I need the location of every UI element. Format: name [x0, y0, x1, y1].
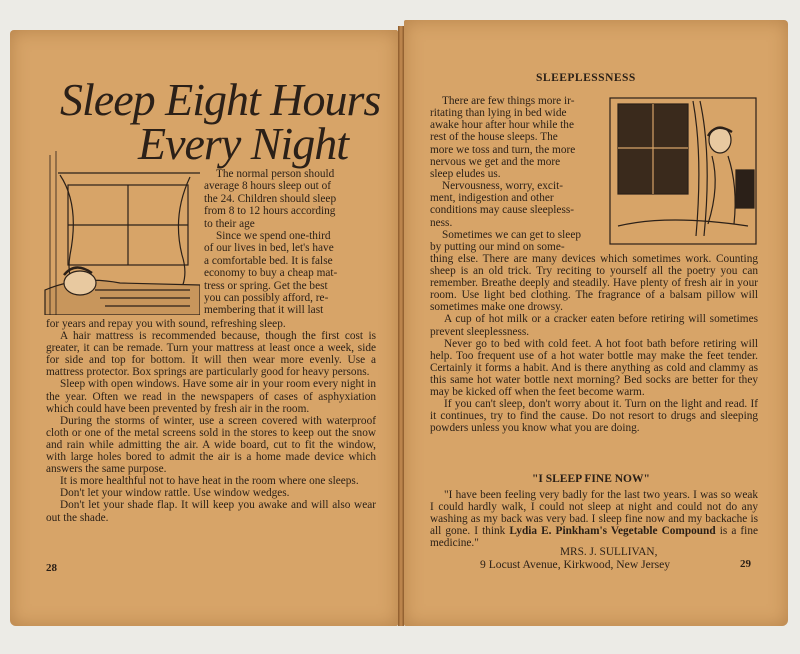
paragraph: Sleep with open windows. Have some air in your room every night in the year. Often we read in the newspapers of cases of asphyxiation which could have been prevented by fresh air in the room. — [46, 378, 376, 415]
text-line: Nervousness, worry, excit- — [442, 180, 563, 193]
paragraph: Don't let your shade flap. It will keep you awake and will also wear out the shade. — [46, 499, 376, 524]
right-wrap-block — [430, 95, 602, 253]
text-line: Since we spend one-third — [216, 230, 331, 243]
text-line: a comfortable bed. It is false — [204, 254, 333, 267]
text-line: average 8 hours sleep out of — [204, 180, 332, 193]
testimonial-title: "I SLEEP FINE NOW" — [532, 473, 650, 485]
testimonial-text-b: is a fine medicine." — [430, 525, 758, 550]
text-line: ment, indigestion and other — [430, 192, 554, 205]
text-line: from 8 to 12 hours according — [204, 205, 336, 218]
paragraph: If you can't sleep, don't worry about it. Turn on the light and read. If it continues, try to find the cause. Do not resort to drugs and sleeping powders unless you know what you are doing. — [430, 398, 758, 435]
text-line: Sometimes we can get to sleep — [442, 228, 581, 241]
product-name: Lydia E. Pinkham's Vegetable Compound — [509, 525, 716, 538]
signature-address: 9 Locust Avenue, Kirkwood, New Jersey — [480, 558, 671, 571]
left-body-text — [46, 318, 376, 524]
page-number-left: 28 — [46, 562, 57, 574]
text-line: the 24. Children should sleep — [204, 192, 337, 205]
testimonial-text-a: "I have been feeling very badly for the last two years. I was so weak I could hardly walk, I could not sleep at night and could not do any washing as my back was very bad. I sleep fine now and my backache is all gone. I think — [430, 489, 758, 538]
paragraph: It is more healthful not to have heat in the room where one sleeps. — [60, 475, 359, 488]
text-line: of our lives in bed, let's have — [204, 242, 334, 255]
paragraph: Never go to bed with cold feet. A hot foot bath before retiring will help. Too frequent use of a hot water bottle may make the feet tender. Certainly it forms a habit. And is there anything as cold and clammy as this same hot water bottle next morning? Bed socks are better for they may be kicked off when the feet become warm. — [430, 337, 758, 399]
woman-at-window-illustration — [608, 96, 758, 246]
text-line: ness. — [430, 216, 453, 229]
title-line-1: Sleep Eight Hours — [60, 74, 381, 125]
text-line: nervous we get and the more — [430, 155, 561, 168]
section-heading: SLEEPLESSNESS — [536, 72, 636, 84]
paragraph: for years and repay you with sound, refreshing sleep. — [46, 318, 286, 330]
testimonial-paragraph — [430, 489, 758, 549]
left-wrap-block — [204, 168, 380, 317]
paragraph: A cup of hot milk or a cracker eaten before retiring will sometimes prevent sleeplessness. — [430, 313, 758, 338]
paragraph: Don't let your window rattle. Use window wedges. — [60, 487, 290, 500]
text-line: conditions may cause sleepless- — [430, 204, 574, 217]
paragraph: thing else. There are many devices which sometimes work. Counting sheep is an old trick. Try reciting to yourself all the poetry you can remember. Breathe deeply and steadily. Have plenty of fresh air in your room. Use light bed clothing. The fragrance of a balsam pillow will sometimes make one drowsy. — [430, 253, 758, 314]
paragraph: A hair mattress is recommended because, though the first cost is greater, it can be remade. Turn your mattress at least once a week, side for side and top for bottom. It will then wear more evenly. Use a mattress protector. Box springs are particularly good for heavy persons. — [46, 330, 376, 379]
text-line: There are few things more ir- — [442, 95, 575, 107]
text-line: The normal person should — [216, 168, 335, 180]
text-line: rest of the house sleeps. The — [430, 131, 558, 144]
testimonial-text — [430, 489, 758, 549]
text-line: by putting our mind on some- — [430, 240, 565, 253]
text-line: economy to buy a cheap mat- — [204, 267, 338, 280]
text-line: to their age — [204, 217, 255, 230]
page-number-right: 29 — [740, 558, 751, 570]
text-line: awake hour after hour while the — [430, 119, 574, 132]
text-line: membering that it will last — [204, 304, 324, 317]
text-line: more we toss and turn, the more — [430, 143, 576, 156]
sleeping-child-illustration — [40, 115, 200, 315]
text-line: sleep eludes us. — [430, 167, 501, 180]
paragraph: During the storms of winter, use a screen covered with waterproof cloth or one of the metal screens sold in the stores to keep out the snow and rain while admitting the air. A wide board, cut to fit the window, with large holes bored to admit the air is a home made device which answers the same purpose. — [46, 414, 376, 476]
text-line: ritating than lying in bed wide — [430, 107, 567, 120]
signature-name: MRS. J. SULLIVAN, — [560, 546, 658, 558]
title-line-2: Every Night — [138, 118, 348, 169]
text-line: you can possibly afford, re- — [204, 292, 329, 305]
right-body-text — [430, 253, 758, 434]
text-line: tress or spring. Get the best — [204, 279, 328, 292]
